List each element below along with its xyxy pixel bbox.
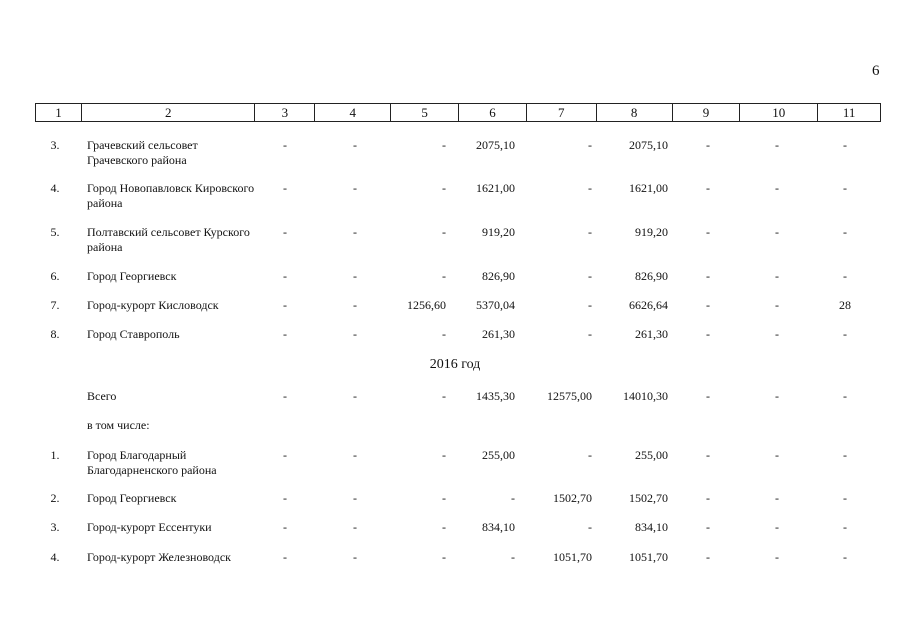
header-cell: 4 [315,104,391,121]
cell-col7: - [588,269,592,283]
cell-col11: - [843,327,847,341]
cell-col3: - [283,389,287,403]
row-name: Город Георгиевск [87,269,177,283]
row-name: Город-курорт Ессентуки [87,520,212,534]
cell-col8: 919,20 [635,225,668,239]
cell-col10: - [775,327,779,341]
cell-col4: - [353,491,357,505]
cell-col11: - [843,389,847,403]
cell-col8: 255,00 [635,448,668,462]
cell-col6: - [511,491,515,505]
row-number: 2. [50,491,60,505]
cell-col3: - [283,491,287,505]
cell-col6: - [511,550,515,564]
cell-col5: - [442,327,446,341]
cell-col6: 826,90 [482,269,515,283]
cell-col5: - [442,269,446,283]
cell-col8: 2075,10 [629,138,668,152]
header-cell: 5 [391,104,459,121]
cell-col6: 255,00 [482,448,515,462]
cell-col11: - [843,550,847,564]
row-number: 1. [50,448,60,462]
cell-col8: 14010,30 [623,389,668,403]
cell-col5: - [442,550,446,564]
cell-col11: - [843,138,847,152]
header-cell: 8 [597,104,673,121]
cell-col3: - [283,550,287,564]
cell-col9: - [706,225,710,239]
cell-col8: 1051,70 [629,550,668,564]
row-name: Город Благодарный Благодарненского района [87,448,217,477]
cell-col7: - [588,327,592,341]
row-name: Город Ставрополь [87,327,180,341]
cell-col3: - [283,327,287,341]
row-number: 4. [50,181,60,195]
cell-col9: - [706,298,710,312]
cell-col3: - [283,225,287,239]
cell-col8: 1621,00 [629,181,668,195]
year-heading: 2016 год [429,357,481,372]
cell-col6: 5370,04 [476,298,515,312]
cell-col7: - [588,181,592,195]
cell-col7: - [588,138,592,152]
cell-col7: - [588,448,592,462]
cell-col11: - [843,181,847,195]
cell-col11: - [843,448,847,462]
cell-col3: - [283,520,287,534]
cell-col7: 1051,70 [553,550,592,564]
header-cell: 11 [842,105,856,120]
cell-col9: - [706,138,710,152]
row-name: Город Новопавловск Кировского района [87,181,255,210]
cell-col10: - [775,138,779,152]
header-cell: 6 [459,104,527,121]
cell-col11: - [843,269,847,283]
cell-col5: - [442,138,446,152]
row-number: 3. [50,520,60,534]
including-label: в том числе: [87,418,150,432]
header-cell: 10 [740,104,818,121]
cell-col10: - [775,491,779,505]
cell-col5: - [442,389,446,403]
cell-col5: - [442,225,446,239]
cell-col4: - [353,138,357,152]
cell-col9: - [706,181,710,195]
cell-col5: - [442,448,446,462]
cell-col4: - [353,181,357,195]
row-name: Город-курорт Кисловодск [87,298,219,312]
cell-col7: - [588,298,592,312]
cell-col10: - [775,298,779,312]
cell-col5: 1256,60 [407,298,446,312]
cell-col9: - [706,269,710,283]
cell-col6: 1435,30 [476,389,515,403]
cell-col7: - [588,520,592,534]
cell-col7: 12575,00 [547,389,592,403]
cell-col9: - [706,448,710,462]
cell-col10: - [775,181,779,195]
cell-col6: 2075,10 [476,138,515,152]
cell-col4: - [353,520,357,534]
cell-col9: - [706,520,710,534]
cell-col10: - [775,225,779,239]
cell-col4: - [353,225,357,239]
cell-col3: - [283,298,287,312]
row-number: 6. [50,269,60,283]
row-number: 5. [50,225,60,239]
cell-col7: - [588,225,592,239]
cell-col10: - [775,550,779,564]
row-name: Полтавский сельсовет Курского района [87,225,250,254]
table-header [35,103,881,122]
cell-col10: - [775,269,779,283]
cell-col6: 261,30 [482,327,515,341]
cell-col10: - [775,448,779,462]
row-number: 8. [50,327,60,341]
header-cell: 9 [673,104,741,121]
row-number: 7. [50,298,60,312]
cell-col9: - [706,550,710,564]
cell-col9: - [706,491,710,505]
cell-col6: 1621,00 [476,181,515,195]
row-name: Грачевский сельсовет Грачевского района [87,138,198,167]
cell-col4: - [353,448,357,462]
header-cell: 7 [527,104,597,121]
cell-col4: - [353,269,357,283]
row-name: Всего [87,389,117,403]
cell-col3: - [283,448,287,462]
cell-col9: - [706,327,710,341]
cell-col8: 1502,70 [629,491,668,505]
cell-col5: - [442,491,446,505]
cell-col8: 261,30 [635,327,668,341]
cell-col5: - [442,520,446,534]
cell-col11: - [843,225,847,239]
cell-col5: - [442,181,446,195]
row-name: Город Георгиевск [87,491,177,505]
cell-col4: - [353,327,357,341]
cell-col8: 826,90 [635,269,668,283]
cell-col10: - [775,520,779,534]
cell-col3: - [283,181,287,195]
header-cell: 2 [82,104,256,121]
cell-col4: - [353,298,357,312]
header-cell: 1 [36,104,82,121]
page-number: 6 [872,63,880,79]
row-number: 4. [50,550,60,564]
cell-col11: 28 [839,298,851,312]
cell-col11: - [843,520,847,534]
cell-col6: 919,20 [482,225,515,239]
cell-col8: 834,10 [635,520,668,534]
cell-col4: - [353,550,357,564]
row-name: Город-курорт Железноводск [87,550,231,564]
cell-col8: 6626,64 [629,298,668,312]
row-number: 3. [50,138,60,152]
cell-col3: - [283,138,287,152]
cell-col11: - [843,491,847,505]
cell-col10: - [775,389,779,403]
cell-col7: 1502,70 [553,491,592,505]
cell-col4: - [353,389,357,403]
header-cell: 3 [255,104,315,121]
cell-col9: - [706,389,710,403]
cell-col3: - [283,269,287,283]
cell-col6: 834,10 [482,520,515,534]
